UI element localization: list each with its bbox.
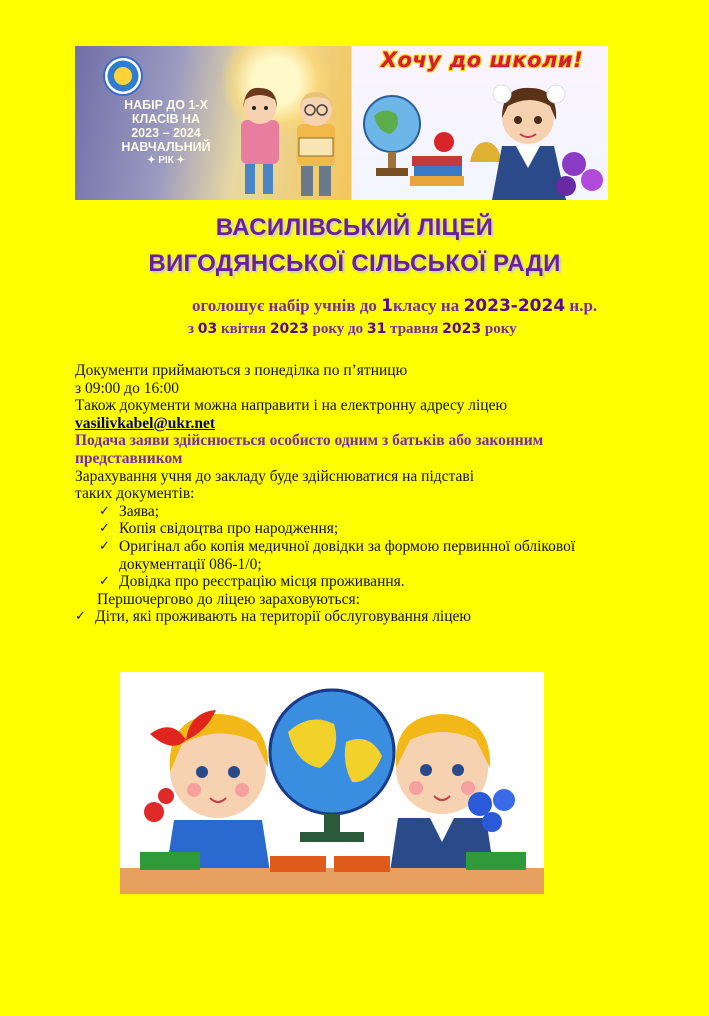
school-name-line2: ВИГОДЯНСЬКОЇ СІЛЬСЬКОЇ РАДИ (148, 250, 561, 277)
caption-line: 2023 – 2024 (131, 126, 201, 140)
grade-number: 1 (381, 296, 394, 316)
admission-basis: Зарахування учня до закладу буде здійснюватися на підставі (75, 467, 475, 485)
period-text: травня (386, 321, 443, 337)
submission-note: Подача заяви здійснюється особисто одним з батьків або законним (75, 432, 544, 450)
email-link[interactable]: vasilivkabel@ukr.net (75, 414, 216, 432)
period-text: року до (308, 321, 367, 337)
email-info: Також документи можна направити і на електронну адресу ліцею (75, 397, 508, 415)
school-name-line1: ВАСИЛІВСЬКИЙ ЛІЦЕЙ (215, 214, 494, 241)
document-body (75, 362, 635, 626)
period-text: з (188, 321, 198, 337)
caption-line: КЛАСІВ НА (131, 112, 201, 126)
period-text: року (481, 321, 517, 337)
banner-enrollment (75, 46, 351, 200)
kids-with-globe-illustration (120, 672, 544, 894)
end-year: 2023 (442, 321, 482, 337)
caption-line: ✦ РІК ✦ (147, 155, 185, 166)
school-year: 2023-2024 (463, 296, 566, 316)
caption-line: НАВЧАЛЬНИЙ (121, 140, 211, 154)
school-logo (103, 56, 143, 96)
enrollment-announcement (192, 296, 597, 316)
enrollment-period (188, 321, 517, 338)
reception-days: Документи приймаються з понеділка по п’ятницю (75, 362, 408, 379)
schoolgirl-illustration (352, 76, 608, 200)
list-item-text: Оригінал або копія медичної довідки за формою первинної облікової (119, 537, 576, 555)
banner-caption (91, 98, 241, 168)
children-illustration (235, 80, 347, 200)
admission-basis-cont: таких документів: (75, 485, 195, 503)
list-item (99, 538, 635, 573)
banner-want-to-school (352, 46, 608, 200)
kids-globe-drawing (120, 672, 544, 894)
announce-text: н.р. (565, 296, 598, 315)
start-day: 03 (197, 321, 218, 337)
list-item: ✓ Довідка про реєстрацію місця проживання. (99, 573, 635, 591)
caption-line: НАБІР ДО 1-Х (124, 98, 208, 112)
end-day: 31 (366, 321, 387, 337)
start-year: 2023 (269, 321, 309, 337)
period-text: квітня (217, 321, 270, 337)
announce-text: класу на (393, 296, 464, 315)
banner-title: Хочу до школи! (380, 48, 584, 72)
submission-note-cont: представником (75, 449, 183, 467)
priority-item: ✓ Діти, які проживають на території обслуговування ліцею (75, 608, 635, 626)
documents-list (75, 503, 635, 591)
priority-heading: Першочергово до ліцею зараховуються: (97, 590, 360, 608)
list-item-text-cont: документації 086-1/0; (119, 555, 262, 573)
announce-text: оголошує набір учнів до (192, 296, 382, 315)
reception-hours: з 09:00 до 16:00 (75, 379, 179, 397)
list-item: ✓ Копія свідоцтва про народження; (99, 520, 635, 538)
list-item: ✓ Заява; (99, 503, 635, 521)
